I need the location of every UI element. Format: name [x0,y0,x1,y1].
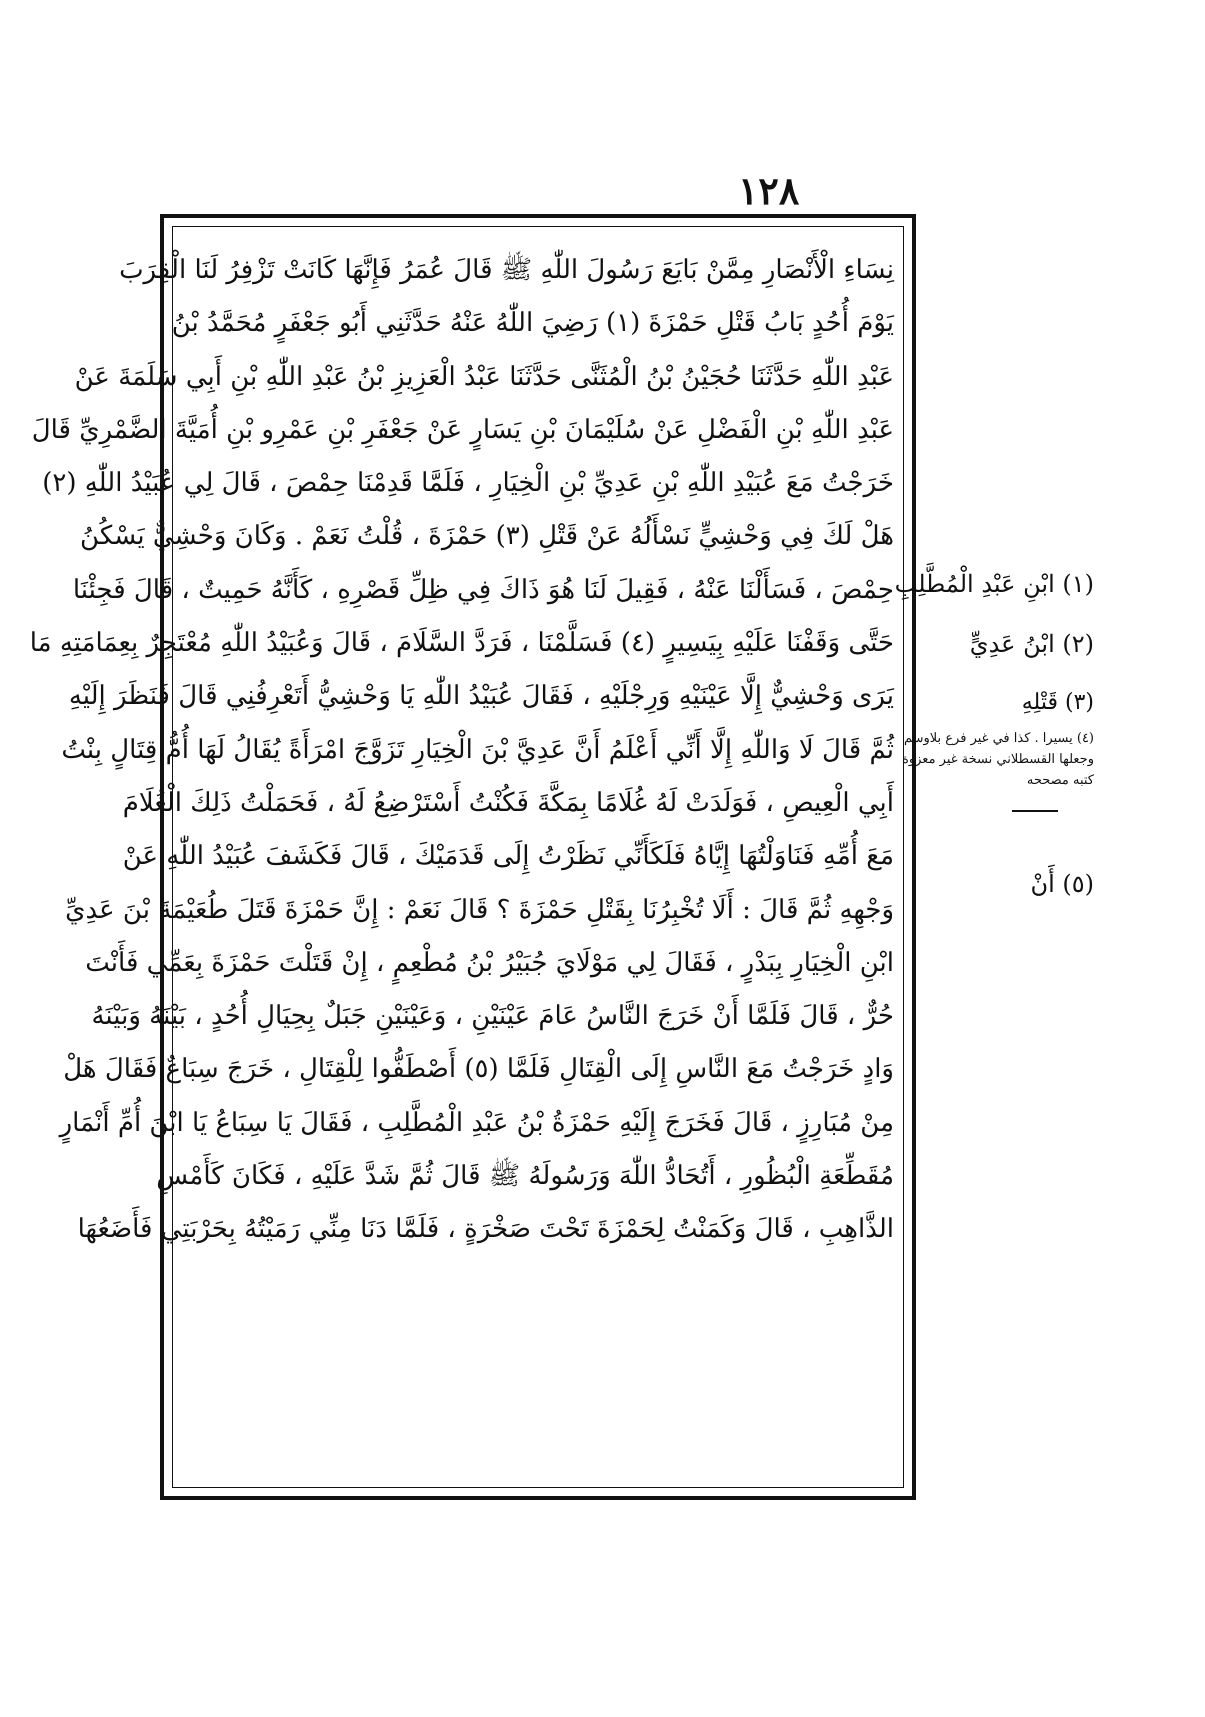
text-line: مَعَ أُمِّهِ فَنَاوَلْتُهَا إِيَّاهُ فَلَكَأَنِّي نَظَرْتُ إِلَى قَدَمَيْكَ ، قَالَ فَكَشَفَ عُبَيْدُ اللّٰهِ عَنْ [122,841,894,872]
text-line: ثُمَّ قَالَ لَا وَاللّٰهِ إِلَّا أَنِّي أَعْلَمُ أَنَّ عَدِيَّ بْنَ الْخِيَارِ تَزَوَّجَ امْرَأَةً يُقَالُ لَهَا أُمُّ قِتَالٍ بِنْتُ [61,734,894,765]
footnote-1: (١) ابْنِ عَبْدِ الْمُطَّلِبِ [894,570,1094,598]
text-line: ابْنِ الْخِيَارِ بِبَدْرٍ ، فَقَالَ لِي مَوْلَايَ جُبَيْرُ بْنُ مُطْعِمٍ ، إِنْ قَتَلْتَ حَمْزَةَ بِعَمِّي فَأَنْتَ [85,947,894,978]
text-line: خَرَجْتُ مَعَ عُبَيْدِ اللّٰهِ بْنِ عَدِيِّ بْنِ الْخِيَارِ ، فَلَمَّا قَدِمْنَا حِمْصَ ، قَالَ لِي عُبَيْدُ اللّٰهِ (٢) [42,468,894,499]
text-line: هَلْ لَكَ فِي وَحْشِيٍّ نَسْأَلُهُ عَنْ قَتْلِ (٣) حَمْزَةَ ، قُلْتُ نَعَمْ . وَكَانَ وَحْشِيٌّ يَسْكُنُ [80,521,894,552]
main-text [29,244,894,1257]
text-line: مُقَطِّعَةِ الْبُظُورِ ، أَتُحَادُّ اللّٰهَ وَرَسُولَهُ ﷺ قَالَ ثُمَّ شَدَّ عَلَيْهِ ، فَكَانَ كَأَمْسِ [156,1161,894,1192]
text-line: مِنْ مُبَارِزٍ ، قَالَ فَخَرَجَ إِلَيْهِ حَمْزَةُ بْنُ عَبْدِ الْمُطَّلِبِ ، فَقَالَ يَا سِبَاعُ يَا ابْنَ أُمِّ أَنْمَارٍ [59,1107,894,1138]
text-line: يَرَى وَحْشِيٌّ إِلَّا عَيْنَيْهِ وَرِجْلَيْهِ ، فَقَالَ عُبَيْدُ اللّٰهِ يَا وَحْشِيُّ أَتَعْرِفُنِي قَالَ فَنَظَرَ إِلَيْهِ [68,681,894,712]
text-line: حُرٌّ ، قَالَ فَلَمَّا أَنْ خَرَجَ النَّاسُ عَامَ عَيْنَيْنِ ، وَعَيْنَيْنِ جَبَلٌ بِحِيَالِ أُحُدٍ ، بَيْنَهُ وَبَيْنَهُ [91,1001,894,1032]
footnote-5: (٥) أَنْ [1030,870,1094,898]
text-line: أَبِي الْعِيصِ ، فَوَلَدَتْ لَهُ غُلَامًا بِمَكَّةَ فَكُنْتُ أَسْتَرْضِعُ لَهُ ، فَحَمَلْتُ ذَلِكَ الْغُلَامَ [122,787,894,818]
text-line: عَبْدِ اللّٰهِ بْنِ الْفَضْلِ عَنْ سُلَيْمَانَ بْنِ يَسَارٍ عَنْ جَعْفَرِ بْنِ عَمْرِو بْنِ أُمَيَّةَ الضَّمْرِيِّ قَالَ [31,414,894,445]
text-line: وَادٍ خَرَجْتُ مَعَ النَّاسِ إِلَى الْقِتَالِ فَلَمَّا (٥) أَصْطَفُّوا لِلْقِتَالِ ، خَرَجَ سِبَاعٌ فَقَالَ هَلْ [63,1054,894,1085]
text-line: نِسَاءِ الْأَنْصَارِ مِمَّنْ بَايَعَ رَسُولَ اللّٰهِ ﷺ قَالَ عُمَرُ فَإِنَّهَا كَانَتْ تَزْفِرُ لَنَا الْقِرَبَ [119,255,894,285]
footnote-4: (٤) يسيرا . كذا في غير فرع بلاوسم وجعلها القسطلاني نسخة غير معزوة كتبه مصححه [902,731,1094,788]
footnote-2: (٢) ابْنُ عَدِيٍّ [969,630,1094,658]
text-line: حِمْصَ ، فَسَأَلْنَا عَنْهُ ، فَقِيلَ لَنَا هُوَ ذَاكَ فِي ظِلِّ قَصْرِهِ ، كَأَنَّهُ حَمِيتٌ ، قَالَ فَجِئْنَا [72,574,894,605]
text-line: يَوْمَ أُحُدٍ بَابُ قَتْلِ حَمْزَةَ (١) رَضِيَ اللّٰهُ عَنْهُ حَدَّثَنِي أَبُو جَعْفَرٍ مُحَمَّدُ بْنُ [171,308,894,339]
text-line: وَجْهِهِ ثُمَّ قَالَ : أَلَا تُخْبِرُنَا بِقَتْلِ حَمْزَةَ ؟ قَالَ نَعَمْ : إِنَّ حَمْزَةَ قَتَلَ طُعَيْمَةَ بْنَ عَدِيِّ [65,894,894,925]
page-number: ١٢٨ [738,168,800,213]
footnote-3: (٣) قَتْلِهِ [1021,690,1094,715]
text-line: الذَّاهِبِ ، قَالَ وَكَمَنْتُ لِحَمْزَةَ تَحْتَ صَخْرَةٍ ، فَلَمَّا دَنَا مِنِّي رَمَيْتُهُ بِحَرْبَتِي فَأَضَعُهَا [77,1214,894,1245]
text-line: عَبْدِ اللّٰهِ حَدَّثَنَا حُجَيْنُ بْنُ الْمُثَنَّى حَدَّثَنَا عَبْدُ الْعَزِيزِ بْنُ عَبْدِ اللّٰهِ بْنِ أَبِي سَلَمَةَ عَنْ [74,361,894,392]
text-line: حَتَّى وَقَفْنَا عَلَيْهِ بِيَسِيرٍ (٤) فَسَلَّمْنَا ، فَرَدَّ السَّلَامَ ، قَالَ وَعُبَيْدُ اللّٰهِ مُعْتَجِرٌ بِعِمَامَتِهِ مَا [29,628,894,659]
footnote-divider [1012,810,1058,812]
